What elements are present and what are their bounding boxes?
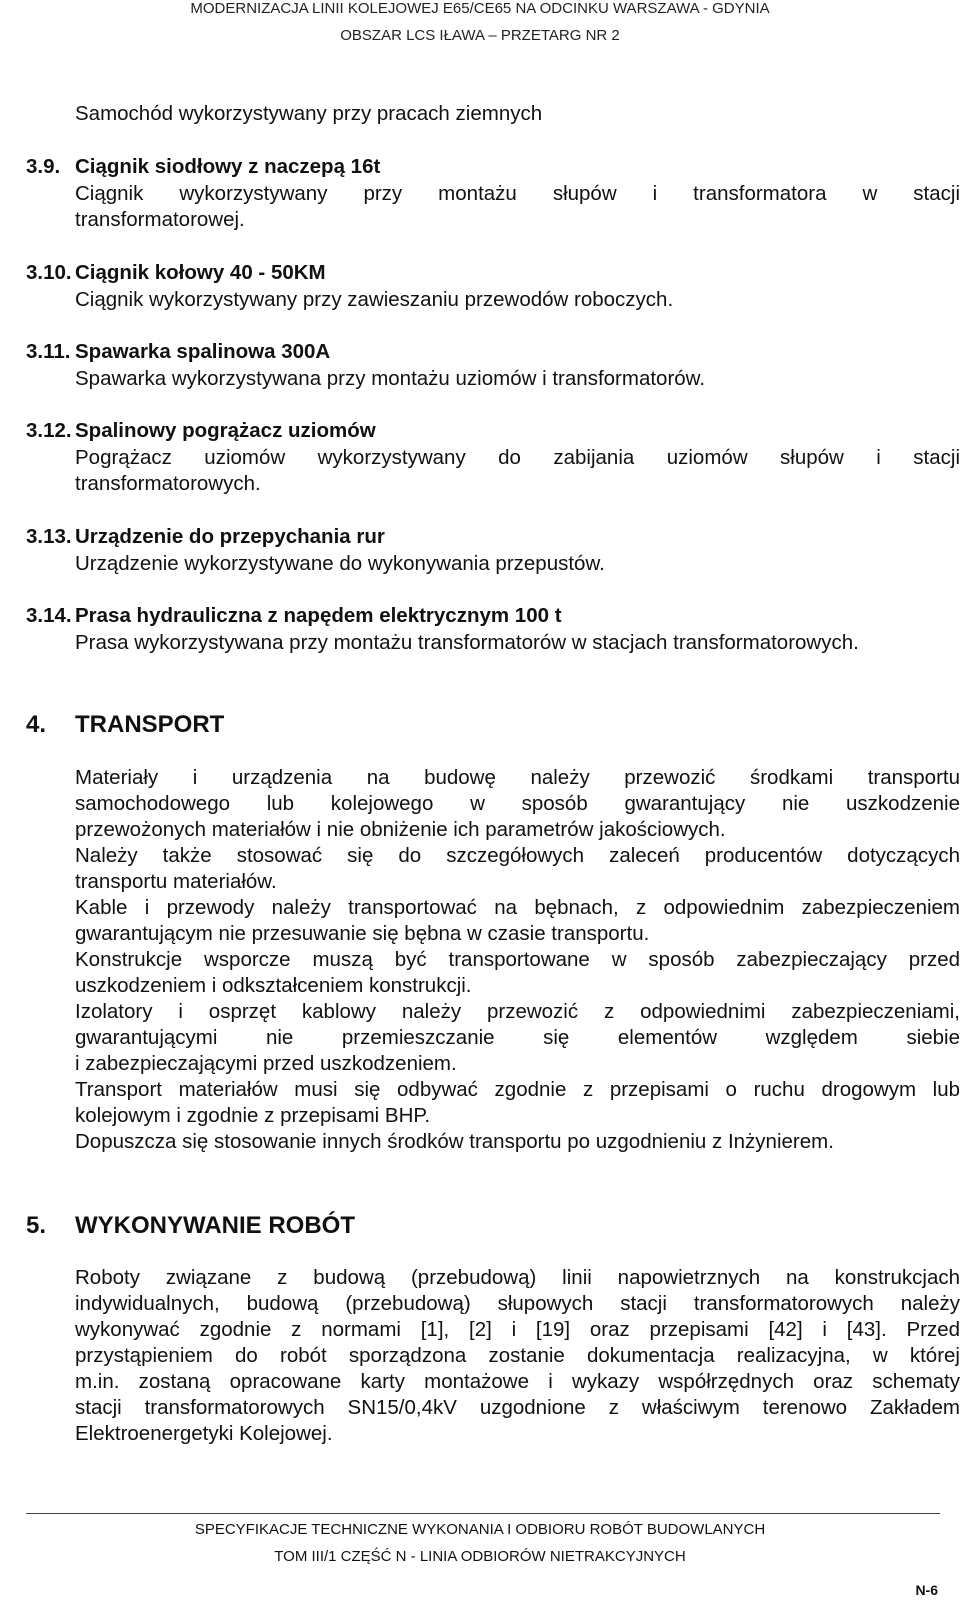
paragraph-line: kolejowym i zgodnie z przepisami BHP. bbox=[75, 1104, 431, 1127]
item-title: Spawarka spalinowa 300A bbox=[75, 340, 331, 363]
paragraph-line: Materiały i urządzenia na budowę należy przewozić środkami transportu bbox=[75, 766, 960, 789]
paragraph-line: gwarantującymi nie przemieszczanie się elementów względem siebie bbox=[75, 1026, 960, 1049]
paragraph-line: Dopuszcza się stosowanie innych środków transportu po uzgodnieniu z Inżynierem. bbox=[75, 1130, 834, 1153]
item-description-line: Urządzenie wykorzystywane do wykonywania przepustów. bbox=[75, 552, 605, 575]
item-description-line: Pogrążacz uziomów wykorzystywany do zabijania uziomów słupów i stacji bbox=[75, 446, 960, 469]
item-description-line: Prasa wykorzystywana przy montażu transformatorów w stacjach transformatorowych. bbox=[75, 631, 859, 654]
paragraph-line: przystąpieniem do robót sporządzona zostanie dokumentacja realizacyjna, w której bbox=[75, 1344, 960, 1367]
paragraph-line: i zabezpieczającymi przed uszkodzeniem. bbox=[75, 1052, 457, 1075]
paragraph-line: przewożonych materiałów i nie obniżenie ich parametrów jakościowych. bbox=[75, 818, 726, 841]
item-description-line: transformatorowych. bbox=[75, 472, 261, 495]
paragraph-line: samochodowego lub kolejowego w sposób gwarantujący nie uszkodzenie bbox=[75, 792, 960, 815]
header-line-1: MODERNIZACJA LINII KOLEJOWEJ E65/CE65 NA ODCINKU WARSZAWA - GDYNIA bbox=[190, 0, 770, 17]
page-number: N-6 bbox=[915, 1582, 938, 1598]
item-number: 3.13. bbox=[26, 525, 72, 548]
footer-line-1: SPECYFIKACJE TECHNICZNE WYKONANIA I ODBIORU ROBÓT BUDOWLANYCH bbox=[194, 1521, 766, 1538]
item-title: Spalinowy pogrążacz uziomów bbox=[75, 419, 376, 442]
item-number: 3.11. bbox=[26, 340, 71, 363]
item-description-line: transformatorowej. bbox=[75, 208, 245, 231]
paragraph-line: Izolatory i osprzęt kablowy należy przewozić z odpowiednimi zabezpieczeniami, bbox=[75, 1000, 960, 1023]
item-number: 3.10. bbox=[26, 261, 72, 284]
paragraph-line: Elektroenergetyki Kolejowej. bbox=[75, 1422, 333, 1445]
paragraph-line: m.in. zostaną opracowane karty montażowe i wykazy współrzędnych oraz schematy bbox=[75, 1370, 960, 1393]
intro-line: Samochód wykorzystywany przy pracach ziemnych bbox=[75, 102, 543, 125]
header-line-2: OBSZAR LCS IŁAWA – PRZETARG NR 2 bbox=[340, 27, 620, 44]
item-title: Urządzenie do przepychania rur bbox=[75, 525, 385, 548]
section-number: 5. bbox=[26, 1212, 47, 1239]
paragraph-line: indywidualnych, budową (przebudową) słupowych stacji transformatorowych należy bbox=[75, 1292, 960, 1315]
section-title: TRANSPORT bbox=[75, 711, 225, 738]
item-title: Ciągnik siodłowy z naczepą 16t bbox=[75, 155, 381, 178]
paragraph-line: wykonywać zgodnie z normami [1], [2] i [19] oraz przepisami [42] i [43]. Przed bbox=[75, 1318, 960, 1341]
item-description-line: Spawarka wykorzystywana przy montażu uziomów i transformatorów. bbox=[75, 367, 706, 390]
item-description-line: Ciągnik wykorzystywany przy zawieszaniu przewodów roboczych. bbox=[75, 288, 674, 311]
section-number: 4. bbox=[26, 711, 47, 738]
footer-line-2: TOM III/1 CZĘŚĆ N - LINIA ODBIORÓW NIETRAKCYJNYCH bbox=[274, 1548, 686, 1565]
paragraph-line: stacji transformatorowych SN15/0,4kV uzgodnione z właściwym terenowo Zakładem bbox=[75, 1396, 960, 1419]
paragraph-line: uszkodzeniem i odkształceniem konstrukcji. bbox=[75, 974, 472, 997]
item-title: Ciągnik kołowy 40 - 50KM bbox=[75, 261, 326, 284]
paragraph-line: transportu materiałów. bbox=[75, 870, 277, 893]
item-number: 3.9. bbox=[26, 155, 61, 178]
paragraph-line: Konstrukcje wsporcze muszą być transportowane w sposób zabezpieczający przed bbox=[75, 948, 960, 971]
paragraph-line: Roboty związane z budową (przebudową) linii napowietrznych na konstrukcjach bbox=[75, 1266, 960, 1289]
item-title: Prasa hydrauliczna z napędem elektrycznym 100 t bbox=[75, 604, 562, 627]
section-title: WYKONYWANIE ROBÓT bbox=[75, 1212, 355, 1239]
paragraph-line: gwarantującym nie przesuwanie się bębna w czasie transportu. bbox=[75, 922, 650, 945]
item-number: 3.12. bbox=[26, 419, 72, 442]
item-number: 3.14. bbox=[26, 604, 72, 627]
paragraph-line: Kable i przewody należy transportować na bębnach, z odpowiednim zabezpieczeniem bbox=[75, 896, 960, 919]
item-description-line: Ciągnik wykorzystywany przy montażu słupów i transformatora w stacji bbox=[75, 182, 960, 205]
footer-divider bbox=[26, 1513, 940, 1514]
paragraph-line: Transport materiałów musi się odbywać zgodnie z przepisami o ruchu drogowym lub bbox=[75, 1078, 960, 1101]
paragraph-line: Należy także stosować się do szczegółowych zaleceń producentów dotyczących bbox=[75, 844, 960, 867]
